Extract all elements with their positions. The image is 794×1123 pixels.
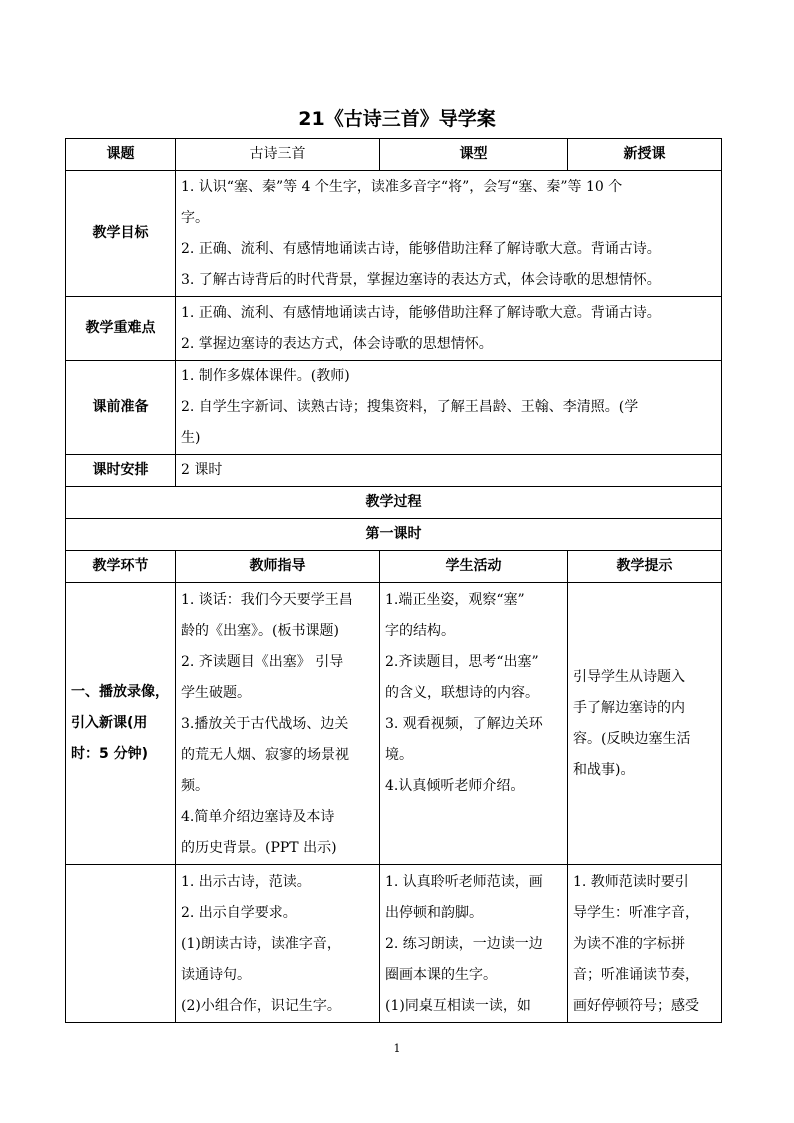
teacher-line: 1. 谈话：我们今天要学王昌 xyxy=(181,592,353,608)
student-line: 出停顿和韵脚。 xyxy=(385,905,483,921)
key-point-line: 2. 掌握边塞诗的表达方式，体会诗歌的思想情怀。 xyxy=(181,335,493,352)
teacher-line: 1. 出示古诗，范读。 xyxy=(181,874,311,890)
tip-line: 为读不准的字标拼 xyxy=(573,936,685,952)
lesson-title-row xyxy=(66,519,722,551)
section-2-stage xyxy=(66,865,176,1023)
lesson-title: 第一课时 xyxy=(66,519,722,551)
teacher-line: 的荒无人烟、寂寥的场景视 xyxy=(181,747,349,763)
objective-line: 字。 xyxy=(181,209,209,226)
tip-line: 1. 教师范读时要引 xyxy=(573,874,689,890)
section-2-tips xyxy=(568,865,722,1023)
objective-line: 2. 正确、流利、有感情地诵读古诗，能够借助注释了解诗歌大意。背诵古诗。 xyxy=(181,240,661,257)
section-1-tips xyxy=(568,583,722,865)
section-1-teacher xyxy=(176,583,380,865)
process-title-row xyxy=(66,487,722,519)
section-2-teacher xyxy=(176,865,380,1023)
teacher-line: (1)朗读古诗，读准字音， xyxy=(181,936,341,952)
student-line: 2.齐读题目，思考“出塞” xyxy=(385,654,539,670)
student-line: 字的结构。 xyxy=(385,623,455,639)
column-header: 学生活动 xyxy=(380,551,568,583)
teacher-line: 的历史背景。(PPT 出示) xyxy=(181,840,337,856)
column-header: 教师指导 xyxy=(176,551,380,583)
tip-line: 导学生：听准字音， xyxy=(573,905,699,921)
key-points-content xyxy=(176,297,722,361)
objectives-content xyxy=(176,171,722,297)
student-line: 4.认真倾听老师介绍。 xyxy=(385,778,525,794)
schedule-row xyxy=(66,455,722,487)
header-row xyxy=(66,139,722,171)
teacher-line: 3.播放关于古代战场、边关 xyxy=(181,716,349,732)
teacher-line: 学生破题。 xyxy=(181,685,251,701)
schedule-label: 课时安排 xyxy=(66,455,176,487)
student-line: 2. 练习朗读，一边读一边 xyxy=(385,936,543,952)
objective-line: 3. 了解古诗背后的时代背景，掌握边塞诗的表达方式，体会诗歌的思想情怀。 xyxy=(181,271,661,288)
objective-line: 1. 认识“塞、秦”等 4 个生字，读准多音字“将”，会写“塞、秦”等 10 个 xyxy=(181,178,623,195)
key-points-label: 教学重难点 xyxy=(66,297,176,361)
tip-line: 和战事)。 xyxy=(573,761,635,778)
tip-line: 引导学生从诗题入 xyxy=(573,668,685,685)
process-header-row xyxy=(66,551,722,583)
stage-line: 一、播放录像， xyxy=(71,684,169,700)
stage-line: 时：5 分钟) xyxy=(71,746,149,762)
topic-value: 古诗三首 xyxy=(176,139,380,171)
student-line: 圈画本课的生字。 xyxy=(385,967,497,983)
objectives-label: 教学目标 xyxy=(66,171,176,297)
section-1-stage xyxy=(66,583,176,865)
preparation-line: 1. 制作多媒体课件。(教师) xyxy=(181,368,350,384)
tip-line: 音；听准诵读节奏， xyxy=(573,967,699,983)
lesson-plan-table xyxy=(65,138,722,1023)
student-line: 3. 观看视频，了解边关环 xyxy=(385,716,543,732)
tip-line: 画好停顿符号；感受 xyxy=(573,998,699,1014)
student-line: 的含义，联想诗的内容。 xyxy=(385,685,539,701)
teacher-line: 2. 齐读题目《出塞》 引导 xyxy=(181,654,344,670)
column-header: 教学提示 xyxy=(568,551,722,583)
tip-line: 手了解边塞诗的内 xyxy=(573,699,685,716)
student-line: 1. 认真聆听老师范读，画 xyxy=(385,874,543,890)
preparation-row xyxy=(66,361,722,455)
topic-label: 课题 xyxy=(66,139,176,171)
teacher-line: 2. 出示自学要求。 xyxy=(181,905,297,921)
student-line: 1.端正坐姿，观察“塞” xyxy=(385,592,525,608)
student-line: (1)同桌互相读一读，如 xyxy=(385,998,531,1014)
section-2-student xyxy=(380,865,568,1023)
teacher-line: (2)小组合作，识记生字。 xyxy=(181,998,341,1014)
preparation-label: 课前准备 xyxy=(66,361,176,455)
key-point-line: 1. 正确、流利、有感情地诵读古诗，能够借助注释了解诗歌大意。背诵古诗。 xyxy=(181,304,661,321)
preparation-content xyxy=(176,361,722,455)
key-points-row xyxy=(66,297,722,361)
teacher-line: 4.简单介绍边塞诗及本诗 xyxy=(181,809,335,825)
section-2-row xyxy=(66,865,722,1023)
preparation-line: 生) xyxy=(181,430,201,446)
section-1-row xyxy=(66,583,722,865)
document-title: 21《古诗三首》导学案 xyxy=(298,108,496,130)
stage-line: 引入新课(用 xyxy=(71,715,148,731)
schedule-value: 2 课时 xyxy=(176,455,722,487)
teacher-line: 龄的《出塞》。(板书课题) xyxy=(181,623,339,639)
type-value: 新授课 xyxy=(568,139,722,171)
objectives-row xyxy=(66,171,722,297)
section-1-student xyxy=(380,583,568,865)
teacher-line: 频。 xyxy=(181,778,209,794)
tip-line: 容。(反映边塞生活 xyxy=(573,730,691,747)
process-title: 教学过程 xyxy=(66,487,722,519)
preparation-line: 2. 自学生字新词、读熟古诗；搜集资料，了解王昌龄、王翰、李清照。(学 xyxy=(181,399,639,415)
type-label: 课型 xyxy=(380,139,568,171)
page-number: 1 xyxy=(393,1042,401,1055)
teacher-line: 读通诗句。 xyxy=(181,967,251,983)
student-line: 境。 xyxy=(385,747,413,763)
column-header: 教学环节 xyxy=(66,551,176,583)
